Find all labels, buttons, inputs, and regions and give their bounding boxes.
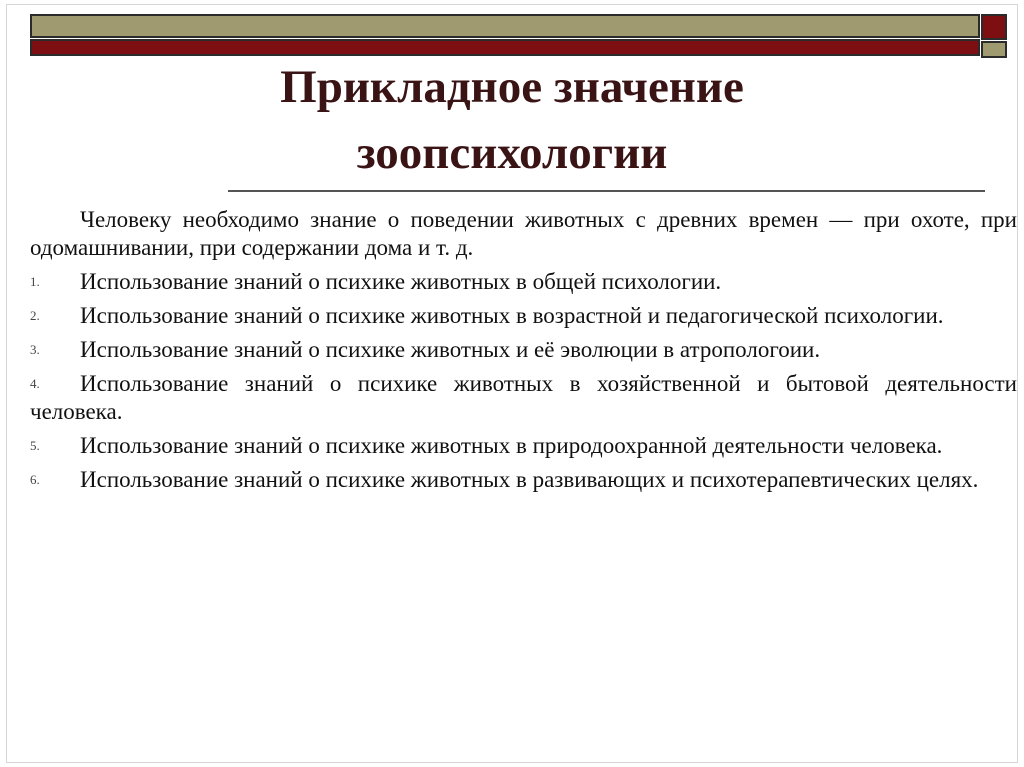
slide-title-line-2: зоопсихологии bbox=[356, 127, 668, 179]
list-item-text: Использование знаний о психике животных в развивающих и психотерапевтических целях. bbox=[80, 467, 979, 492]
list-item-number: 5. bbox=[30, 438, 40, 453]
list-item bbox=[30, 466, 1017, 494]
list-item-number: 6. bbox=[30, 472, 40, 487]
header-olive-square bbox=[981, 41, 1007, 58]
title-divider bbox=[228, 190, 985, 192]
slide-body bbox=[30, 206, 1017, 500]
list-item bbox=[30, 370, 1017, 426]
list-item-number: 4. bbox=[30, 376, 40, 391]
header-olive-bar bbox=[30, 14, 980, 38]
list-item-text: Использование знаний о психике животных в природоохранной деятельности человека. bbox=[80, 433, 943, 458]
list-item-number: 1. bbox=[30, 274, 40, 289]
header-maroon-square bbox=[981, 14, 1007, 40]
list-item bbox=[30, 336, 1017, 364]
list-item-text: Использование знаний о психике животных в хозяйственной и бытовой деятельности человека. bbox=[30, 371, 1017, 424]
intro-paragraph: Человеку необходимо знание о поведении животных с древних времен — при охоте, при одомашнивании, при содержании дома и т. д. bbox=[30, 207, 1017, 260]
list-item-text: Использование знаний о психике животных в возрастной и педагогической психологии. bbox=[80, 303, 944, 328]
slide-title bbox=[60, 54, 964, 186]
list-item-text: Использование знаний о психике животных в общей психологии. bbox=[80, 269, 722, 294]
list-item bbox=[30, 302, 1017, 330]
list-item-number: 2. bbox=[30, 308, 40, 323]
list-item-text: Использование знаний о психике животных и её эволюции в атропологоии. bbox=[80, 337, 821, 362]
list-item-number: 3. bbox=[30, 342, 40, 357]
list-item bbox=[30, 432, 1017, 460]
list-item bbox=[30, 268, 1017, 296]
slide-title-line-1: Прикладное значение bbox=[280, 61, 744, 113]
